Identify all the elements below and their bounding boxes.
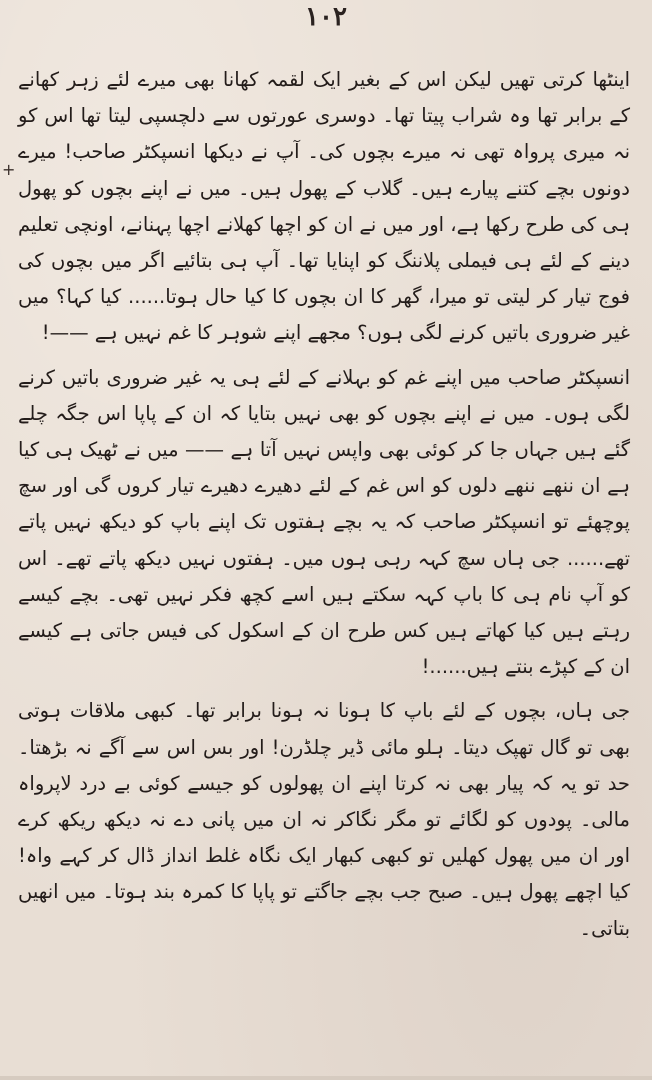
paragraph-1: اینٹھا کرتی تھیں لیکن اس کے بغیر ایک لقمہ کھانا بھی میرے لئے زہر کھانے کے برابر تھا وہ شراب پیتا تھا۔ دوسری عورتوں سے دلچسپی لیتا تھا اس کو نہ میری پرواہ تھی نہ میرے بچوں کی۔ آپ نے دیکھا انسپکٹر صاحب! میرے دونوں بچے کتنے پیارے ہیں۔ گلاب کے پھول ہیں۔ میں نے اپنے بچوں کو پھول ہی کی طرح رکھا ہے، اور میں نے ان کو اچھا کھلانے اچھا پہنانے، اونچی تعلیم دینے کے لئے ہی فیملی پلاننگ کو اپنایا تھا۔ آپ ہی بتائیے اگر میں بچوں کی فوج تیار کر لیتی تو میرا، گھر کا ان بچوں کا کیا حال ہوتا...... کیا کہا؟ میں غیر ضروری باتیں کرنے لگی ہوں؟ مجھے اپنے شوہر کا غم نہیں ہے ——! bbox=[18, 68, 630, 345]
margin-plus-mark: + bbox=[2, 160, 16, 179]
paragraph-2: انسپکٹر صاحب میں اپنے غم کو بہلانے کے لئے ہی یہ غیر ضروری باتیں کرنے لگی ہوں۔ میں نے اپنے بچوں کو بھی نہیں بتایا کہ ان کے پاپا اس جگہ چلے گئے ہیں جہاں جا کر کوئی بھی واپس نہیں آتا ہے —— میں نے ٹھیک ہی کیا ہے ان ننھے ننھے دلوں کو اس غم کے لئے دھیرے دھیرے تیار کروں گی اور سچ پوچھئے تو انسپکٹر صاحب کہ یہ بچے ہفتوں تک اپنے باپ کو دیکھ نہیں پاتے تھے...... جی ہاں سچ کہہ رہی ہوں میں۔ ہفتوں نہیں دیکھ پاتے تھے۔ اس کو آپ نام ہی کا باپ کہہ سکتے ہیں اسے کچھ فکر نہیں تھی۔ بچے کیسے رہتے ہیں کیا کھاتے ہیں کس طرح ان کے اسکول کی فیس جاتی ہے کیسے ان کے کپڑے بنتے ہیں......! bbox=[18, 365, 630, 679]
page-bottom-edge bbox=[0, 1076, 652, 1080]
body-text bbox=[18, 62, 630, 947]
page-number: ۱۰۲ bbox=[305, 2, 347, 32]
paragraph-3: جی ہاں، بچوں کے لئے باپ کا ہونا نہ ہونا برابر تھا۔ کبھی ملاقات ہوتی بھی تو گال تھپک دیتا۔ ہلو مائی ڈیر چلڈرن! اور بس اس سے آگے نہ بڑھتا۔ حد تو یہ کہ پیار بھی نہ کرتا اپنے ان پھولوں کو جیسے کوئی بے درد لاپرواہ مالی۔ پودوں کو لگائے تو مگر نگاکر نہ ان میں پانی دے نہ دیکھ ریکھ کرے اور ان میں پھول کھلیں تو کبھی کبھار ایک نگاہ غلط انداز ڈال کر کہے واہ! کیا اچھے پھول ہیں۔ صبح جب بچے جاگتے تو پاپا کا کمرہ بند ہوتا۔ میں انھیں بتاتی۔ bbox=[18, 699, 630, 940]
